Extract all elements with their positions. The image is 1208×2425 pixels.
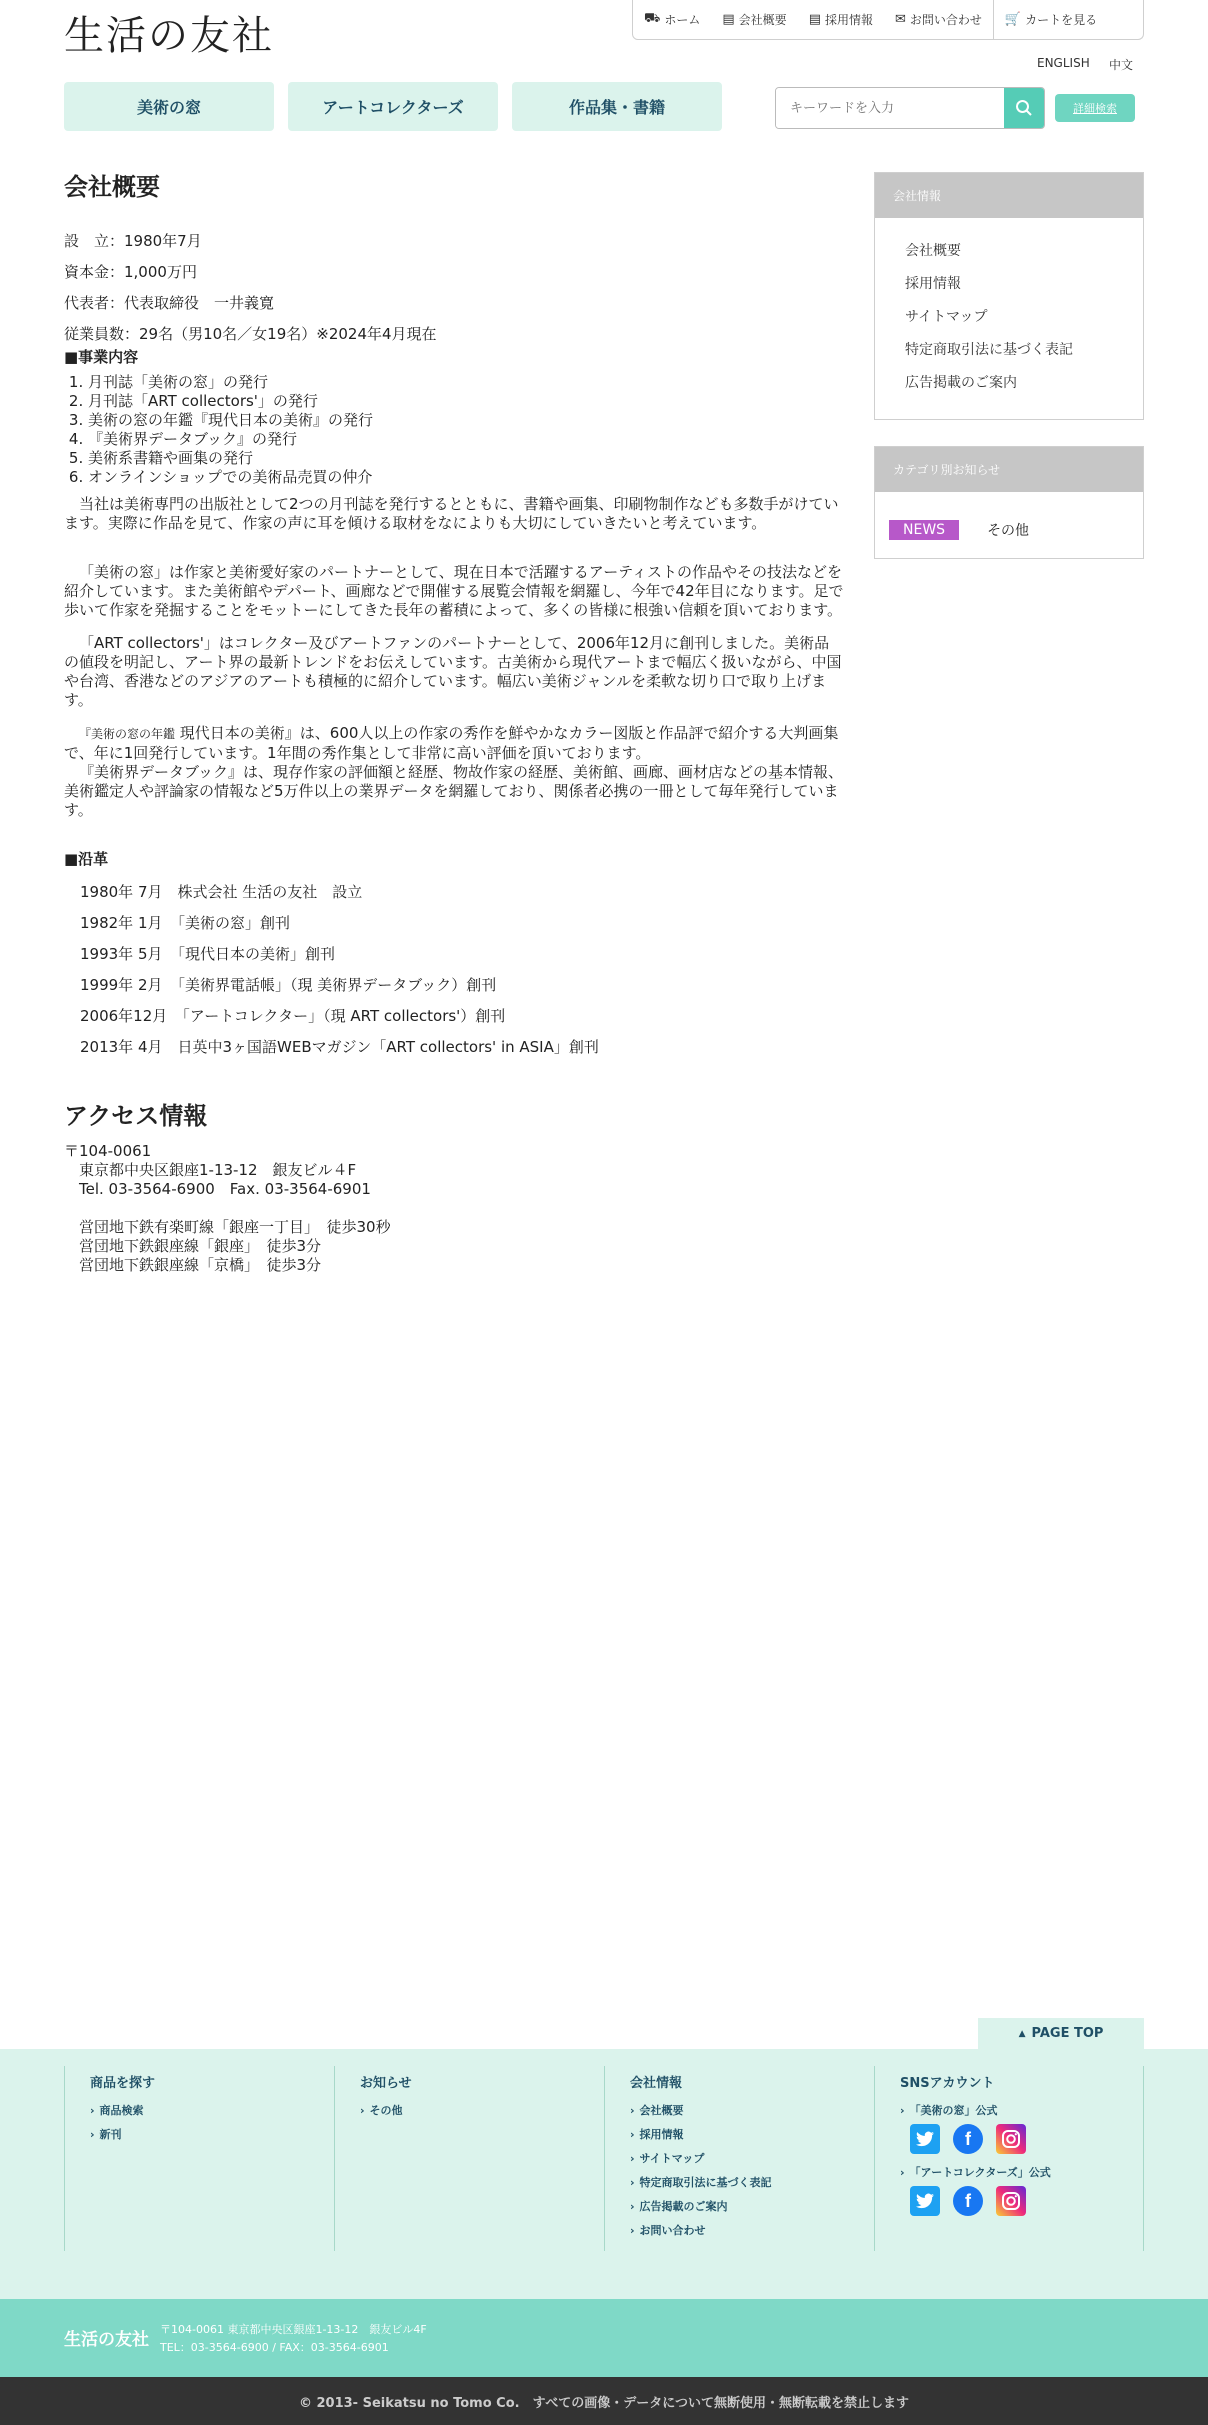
search-input[interactable] bbox=[776, 88, 1004, 128]
company-info-heading: 会社情報 bbox=[875, 173, 1143, 218]
twitter-icon[interactable] bbox=[910, 2124, 940, 2154]
footer-col-sns bbox=[874, 2066, 1144, 2251]
station-line: 営団地下鉄銀座線「銀座」 徒歩3分 bbox=[64, 1237, 322, 1255]
top-nav-label: カートを見る bbox=[1025, 13, 1098, 27]
lang-chinese-link[interactable]: 中文 bbox=[1109, 58, 1134, 72]
sidebar-link-ads[interactable]: 広告掲載のご案内 bbox=[905, 375, 1017, 391]
sns-group-label: › 「美術の窓」公式 bbox=[900, 2102, 1143, 2118]
footer-col-news bbox=[334, 2066, 604, 2251]
history-item: 2006年12月 「アートコレクター」（現 ART collectors'）創刊 bbox=[80, 1007, 506, 1025]
footer-link[interactable]: › お問い合わせ bbox=[630, 2222, 874, 2238]
top-nav-recruit[interactable] bbox=[798, 0, 884, 39]
mail-icon: ✉ bbox=[895, 12, 906, 27]
top-nav bbox=[632, 0, 1144, 40]
paragraph-databook: 『美術界データブック』は、現存作家の評価額と経歴、物故作家の経歴、美術館、画廊、画材店などの基本情報、美術鑑定人や評論家の情報など5万件以上の業界データを網羅しており、関係者必携の一冊として毎年発行しています。 bbox=[64, 763, 843, 819]
category-other-link[interactable]: その他 bbox=[987, 523, 1030, 539]
list-item: 6. オンラインショップでの美術品売買の仲介 bbox=[88, 468, 844, 487]
business-list bbox=[88, 373, 844, 487]
address-line: 〒104-0061 bbox=[64, 1142, 152, 1160]
paragraph: 「ART collectors'」はコレクター及びアートファンのパートナーとして、2006年12月に創刊しました。美術品の値段を明記し、アート界の最新トレンドをお伝えしています。古美術から現代アートまで幅広く扱いながら、中国や台湾、香港などのアジアのアートも積極的に紹介しています。幅広い美術ジャンルを柔軟な切り口で取り上げます。 bbox=[64, 634, 842, 709]
category-news-badge[interactable]: NEWS bbox=[889, 520, 959, 540]
facebook-icon[interactable]: f bbox=[953, 2124, 983, 2154]
list-item: 5. 美術系書籍や画集の発行 bbox=[88, 449, 844, 468]
company-links bbox=[875, 218, 1143, 419]
main-nav bbox=[64, 82, 722, 131]
main-content bbox=[64, 170, 844, 1275]
page-title: 会社概要 bbox=[64, 173, 160, 201]
category-heading: カテゴリ別お知らせ bbox=[875, 447, 1143, 492]
footer-address-line: 〒104-0061 東京都中央区銀座1-13-12 銀友ビル4F bbox=[160, 2323, 427, 2336]
sidebar-link-recruit[interactable]: 採用情報 bbox=[905, 276, 961, 292]
address-line: 東京都中央区銀座1-13-12 銀友ビル４F bbox=[64, 1161, 357, 1179]
footer-logo[interactable]: 生活の友社 bbox=[64, 2330, 149, 2350]
top-nav-cart[interactable] bbox=[993, 0, 1108, 39]
footer-link[interactable]: › 商品検索 bbox=[90, 2102, 334, 2118]
lang-english-link[interactable]: ENGLISH bbox=[1037, 56, 1090, 70]
main-nav-books[interactable]: 作品集・書籍 bbox=[512, 82, 722, 131]
footer-heading: SNSアカウント bbox=[900, 2076, 995, 2091]
company-info-box bbox=[874, 172, 1144, 420]
access-title: アクセス情報 bbox=[64, 1102, 208, 1130]
sidebar-link-company[interactable]: 会社概要 bbox=[905, 243, 961, 259]
category-list bbox=[875, 492, 1143, 558]
footer-link[interactable]: › 特定商取引法に基づく表記 bbox=[630, 2174, 874, 2190]
footer-link[interactable]: › 新刊 bbox=[90, 2126, 334, 2142]
book-icon: ▤ bbox=[808, 12, 821, 27]
yearbook-text: 現代日本の美術』は、600人以上の作家の秀作を鮮やかなカラー図版と作品評で紹介する大判画集で、年に1回発行しています。1年間の秀作集として非常に高い評価を頂いております。 bbox=[64, 724, 839, 762]
top-nav-label: 会社概要 bbox=[738, 13, 787, 27]
history-item: 1993年 5月 「現代日本の美術」創刊 bbox=[80, 945, 335, 963]
sidebar-link-sitemap[interactable]: サイトマップ bbox=[905, 309, 988, 325]
footer-link[interactable]: › 広告掲載のご案内 bbox=[630, 2198, 874, 2214]
search-icon bbox=[1015, 99, 1033, 117]
spacer bbox=[64, 1199, 844, 1218]
advanced-search-button[interactable]: 詳細検索 bbox=[1055, 94, 1135, 122]
cart-icon: 🛒 bbox=[1004, 12, 1022, 27]
fact-employees: 従業員数：29名（男10名／女19名）※2024年4月現在 bbox=[64, 325, 437, 343]
history-item: 2013年 4月 日英中3ヶ国語WEBマガジン「ART collectors' in ASIA」創刊 bbox=[80, 1038, 599, 1056]
search-box bbox=[775, 87, 1045, 129]
main-nav-bijutsu-no-mado[interactable]: 美術の窓 bbox=[64, 82, 274, 131]
history-list bbox=[64, 883, 844, 1057]
paragraph-yearbook bbox=[64, 724, 844, 763]
page-top-label: PAGE TOP bbox=[1031, 2026, 1104, 2041]
sns-group-label: › 「アートコレクターズ」公式 bbox=[900, 2164, 1143, 2180]
footer-col-products bbox=[64, 2066, 334, 2251]
top-nav-company[interactable] bbox=[711, 0, 797, 39]
list-item: 2. 月刊誌「ART collectors'」の発行 bbox=[88, 392, 844, 411]
instagram-icon[interactable] bbox=[996, 2124, 1026, 2154]
footer-band bbox=[0, 2299, 1208, 2377]
sidebar bbox=[874, 172, 1144, 585]
history-heading: ■沿革 bbox=[64, 850, 109, 868]
history-item: 1982年 1月 「美術の窓」創刊 bbox=[80, 914, 290, 932]
top-nav-contact[interactable] bbox=[884, 0, 993, 39]
sns-row bbox=[910, 2124, 1143, 2154]
category-box bbox=[874, 446, 1144, 559]
caret-up-icon: ▲ bbox=[1018, 2028, 1026, 2039]
footer bbox=[0, 2049, 1208, 2299]
twitter-icon[interactable] bbox=[910, 2186, 940, 2216]
site-logo[interactable]: 生活の友社 bbox=[64, 13, 274, 59]
footer-col-company bbox=[604, 2066, 874, 2251]
access-address bbox=[64, 1142, 844, 1275]
station-line: 営団地下鉄銀座線「京橋」 徒歩3分 bbox=[64, 1256, 322, 1274]
list-item: 4. 『美術界データブック』の発行 bbox=[88, 430, 844, 449]
history-item: 1980年 7月 株式会社 生活の友社 設立 bbox=[80, 883, 363, 901]
top-nav-label: お問い合わせ bbox=[909, 13, 982, 27]
footer-link[interactable]: › その他 bbox=[360, 2102, 604, 2118]
footer-address bbox=[160, 2321, 427, 2357]
paragraph: 「美術の窓」は作家と美術愛好家のパートナーとして、現在日本で活躍するアーティストの作品やその技法などを紹介しています。また美術館やデパート、画廊などで開催する展覧会情報を網羅し、今年で42年目になります。足で歩いて作家を発掘することをモットーにしてきた長年の蓄積によって、多くの皆様に根強い信頼を頂いております。 bbox=[64, 563, 844, 619]
sns-row bbox=[910, 2186, 1143, 2216]
main-nav-art-collectors[interactable]: アートコレクターズ bbox=[288, 82, 498, 131]
page-top-button[interactable] bbox=[978, 2018, 1144, 2049]
footer-heading: お知らせ bbox=[360, 2076, 412, 2091]
footer-heading: 会社情報 bbox=[630, 2076, 683, 2091]
footer-link[interactable]: › サイトマップ bbox=[630, 2150, 874, 2166]
footer-columns bbox=[64, 2066, 1144, 2251]
footer-link[interactable]: › 採用情報 bbox=[630, 2126, 874, 2142]
copyright: © 2013- Seikatsu no Tomo Co. すべての画像・データについて無断使用・無断転載を禁止します bbox=[0, 2377, 1208, 2425]
facebook-icon[interactable]: f bbox=[953, 2186, 983, 2216]
station-line: 営団地下鉄有楽町線「銀座一丁目」 徒歩30秒 bbox=[64, 1218, 391, 1236]
footer-tel-line: TEL：03-3564-6900 / FAX：03-3564-6901 bbox=[160, 2341, 389, 2354]
top-nav-label: ホーム bbox=[664, 13, 701, 27]
footer-link[interactable]: › 会社概要 bbox=[630, 2102, 874, 2118]
history-item: 1999年 2月 「美術界電話帳」（現 美術界データブック）創刊 bbox=[80, 976, 497, 994]
top-nav-label: 採用情報 bbox=[824, 13, 873, 27]
business-heading: ■事業内容 bbox=[64, 348, 139, 366]
footer-heading: 商品を探す bbox=[90, 2076, 156, 2091]
instagram-icon[interactable] bbox=[996, 2186, 1026, 2216]
sidebar-link-legal[interactable]: 特定商取引法に基づく表記 bbox=[905, 342, 1073, 358]
address-line: Tel. 03-3564-6900 Fax. 03-3564-6901 bbox=[64, 1180, 371, 1198]
yearbook-prefix: 『美術の窓の年鑑 bbox=[79, 727, 176, 741]
fact-capital: 資本金：1,000万円 bbox=[64, 263, 197, 281]
home-icon: ⛟ bbox=[644, 11, 661, 26]
book-icon: ▤ bbox=[722, 12, 735, 27]
list-item: 3. 美術の窓の年鑑『現代日本の美術』の発行 bbox=[88, 411, 844, 430]
fact-established: 設 立：1980年7月 bbox=[64, 232, 202, 250]
top-nav-home[interactable] bbox=[633, 0, 711, 39]
fact-representative: 代表者：代表取締役 一井義寛 bbox=[64, 294, 275, 312]
paragraph: 当社は美術専門の出版社として2つの月刊誌を発行するとともに、書籍や画集、印刷物制作なども多数手がけています。実際に作品を見て、作家の声に耳を傾ける取材をなによりも大切にしていきたいと考えています。 bbox=[64, 495, 839, 532]
search-button[interactable] bbox=[1004, 88, 1044, 128]
list-item: 1. 月刊誌「美術の窓」の発行 bbox=[88, 373, 844, 392]
